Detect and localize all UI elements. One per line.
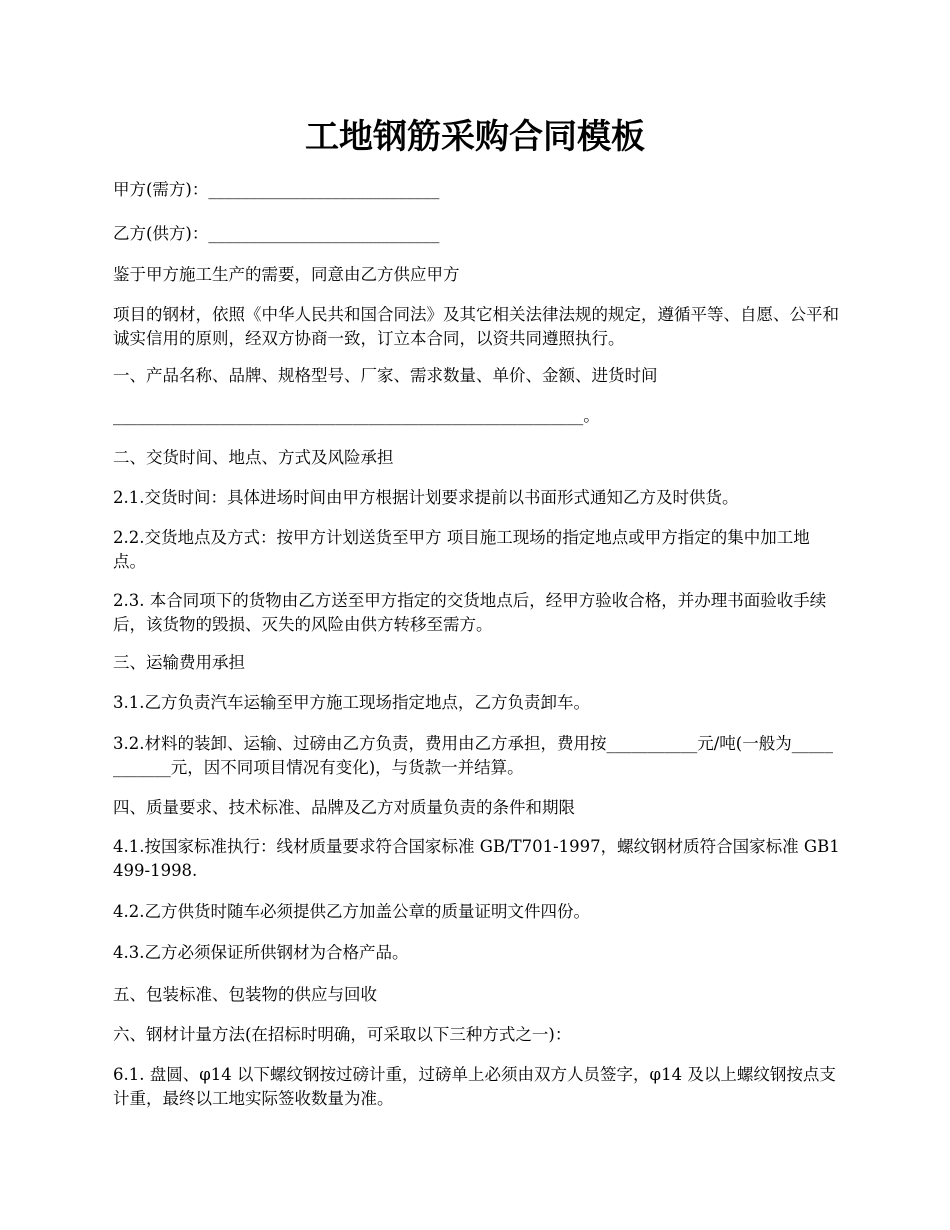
clause-3-1: 3.1.乙方负责汽车运输至甲方施工现场指定地点，乙方负责卸车。 bbox=[113, 693, 590, 712]
party-b-line: 乙方(供方)：____________________________ bbox=[113, 224, 440, 243]
section-1-heading: 一、产品名称、品牌、规格型号、厂家、需求数量、单价、金额、进货时间 bbox=[113, 366, 658, 385]
clause-2-2: 2.2.交货地点及方式：按甲方计划送货至甲方 项目施工现场的指定地点或甲方指定的集中加工地点。 bbox=[113, 528, 810, 571]
clause-3-2: 3.2.材料的装卸、运输、过磅由乙方负责，费用由乙方承担，费用按___________元/吨(一般为____________元，因不同项目情况有变化)，与货款一并结算。 bbox=[113, 734, 833, 777]
clause-4-1: 4.1.按国家标准执行：线材质量要求符合国家标准 GB/T701-1997，螺纹钢材质符合国家标准 GB1499-1998. bbox=[113, 837, 840, 880]
clause-6-1: 6.1. 盘圆、φ14 以下螺纹钢按过磅计重，过磅单上必须由双方人员签字，φ14 及以上螺纹钢按点支计重，最终以工地实际签收数量为准。 bbox=[113, 1065, 836, 1108]
preamble-continuation-paragraph: 项目的钢材，依照《中华人民共和国合同法》及其它相关法律法规的规定，遵循平等、自愿、公平和诚实信用的原则，经双方协商一致，订立本合同，以资共同遵照执行。 bbox=[113, 305, 839, 348]
section-2-heading: 二、交货时间、地点、方式及风险承担 bbox=[113, 448, 394, 467]
section-1-blank-line: _________________________________________________________。 bbox=[113, 406, 600, 425]
section-4-heading: 四、质量要求、技术标准、品牌及乙方对质量负责的条件和期限 bbox=[113, 798, 575, 817]
clause-4-2: 4.2.乙方供货时随车必须提供乙方加盖公章的质量证明文件四份。 bbox=[113, 902, 590, 921]
section-5-heading: 五、包装标准、包装物的供应与回收 bbox=[113, 985, 377, 1004]
clause-4-3: 4.3.乙方必须保证所供钢材为合格产品。 bbox=[113, 943, 409, 962]
document-title: 工地钢筋采购合同模板 bbox=[305, 117, 645, 157]
party-a-line: 甲方(需方)：____________________________ bbox=[113, 180, 440, 199]
section-3-heading: 三、运输费用承担 bbox=[113, 653, 245, 672]
section-6-heading: 六、钢材计量方法(在招标时明确，可采取以下三种方式之一)： bbox=[113, 1025, 572, 1044]
clause-2-3: 2.3. 本合同项下的货物由乙方送至甲方指定的交货地点后，经甲方验收合格，并办理书面验收手续后，该货物的毁损、灭失的风险由供方转移至需方。 bbox=[113, 591, 827, 634]
clause-2-1: 2.1.交货时间：具体进场时间由甲方根据计划要求提前以书面形式通知乙方及时供货。 bbox=[113, 488, 739, 507]
preamble-paragraph: 鉴于甲方施工生产的需要，同意由乙方供应甲方 bbox=[113, 265, 460, 284]
